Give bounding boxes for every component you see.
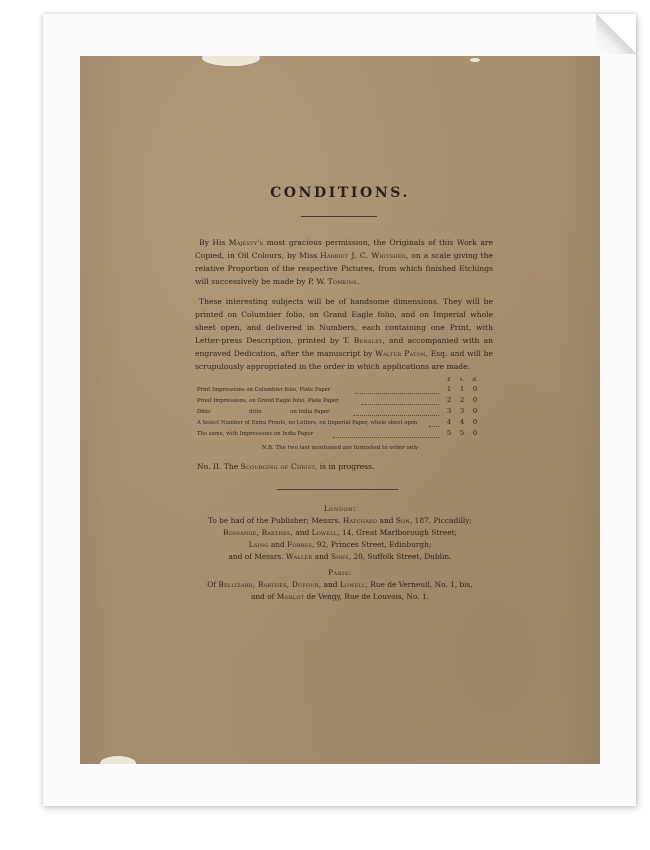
london-line-3: Laing and Forbes, 92, Princes Street, Edinburgh; [248, 540, 432, 549]
price-pence: 0 [472, 407, 478, 415]
page-curl-corner [596, 14, 636, 54]
london-heading: London: [323, 504, 357, 513]
price-shillings: 3 [459, 407, 465, 415]
paris-line-2: and of Morlot de Vengy, Rue de Louvois, No. 1. [250, 592, 430, 601]
price-shillings: 1 [459, 385, 465, 393]
progress-note: No. II. The Scourging of Christ, is in progress. [197, 462, 375, 471]
price-pence: 0 [472, 396, 478, 404]
currency-shilling: s. [459, 377, 465, 383]
leader-dots [333, 436, 439, 438]
price-shillings: 4 [459, 418, 465, 426]
author-name: Walter Paton [375, 348, 426, 358]
nb-note: N.B. The two last mentioned are furnished to order only [261, 445, 419, 451]
document-title: CONDITIONS. [270, 185, 410, 201]
paragraph-permission: By His Majesty's most gracious permission, the Originals of this Work are Copied, in Oil Colours, by Miss Harriet J. C. Whitshed, on a scale giving the relative Proportion of the respective Pictures, from which finished Etchings will successively be made by P. W. Tomkins. [195, 238, 493, 286]
price-pounds: 3 [446, 407, 452, 415]
currency-headers [443, 377, 483, 384]
paris-line-1: Of Bellizard, Barthes, Dufour, and Lowell, Rue de Verneuil, No. 1, bis, [207, 580, 473, 589]
majesty-smallcaps: Majesty's [228, 238, 264, 247]
price-pounds: 2 [446, 396, 452, 404]
engraver-name: Tomkins [327, 276, 357, 286]
section-divider [277, 489, 398, 490]
leader-dots [355, 392, 439, 394]
printer-name: Bensley [353, 335, 383, 345]
price-row [197, 431, 491, 440]
price-shillings: 5 [459, 429, 465, 437]
price-pence: 0 [472, 429, 478, 437]
document-sheet [80, 56, 600, 764]
price-pounds: 1 [446, 385, 452, 393]
price-row [197, 398, 491, 407]
paris-heading: Paris: [328, 568, 352, 577]
price-desc: Proof Impressions, on Grand Eagle folio, Plate Paper [197, 398, 339, 404]
paper-tear [100, 756, 136, 764]
leader-dots [361, 403, 439, 405]
price-row [197, 420, 491, 429]
price-pounds: 5 [446, 429, 452, 437]
artist-name: Harriet J. C. Whitshed [320, 250, 406, 260]
currency-pound: £ [447, 377, 451, 383]
leader-dots [353, 414, 439, 416]
price-pence: 0 [472, 418, 478, 426]
price-desc: Print Impressions on Columbier folio, Plate Paper [197, 387, 331, 393]
price-row [197, 387, 491, 396]
london-line-4: and of Messrs. Waller and Sons, 20, Suffolk Street, Dublin. [228, 552, 452, 561]
currency-pence: d. [472, 377, 478, 383]
price-row [197, 409, 491, 418]
london-line-1: To be had of the Publisher; Messrs. Hatchard and Son, 187, Piccadilly; [208, 516, 472, 525]
london-line-2: Bossange, Barthes, and Lowell, 14, Great Marlborough Street; [222, 528, 458, 537]
price-pence: 0 [472, 385, 478, 393]
work-title: Scourging of Christ [240, 462, 315, 471]
price-shillings: 2 [459, 396, 465, 404]
leader-dots [429, 425, 439, 427]
title-divider [301, 216, 377, 217]
price-pounds: 4 [446, 418, 452, 426]
paper-tear [470, 58, 480, 62]
price-desc: Ditto ditto on India Paper [197, 409, 330, 415]
price-desc: A Select Number of Extra Proofs, no Letters, on Imperial Paper, whole sheet open [197, 420, 418, 426]
paragraph-dimensions: These interesting subjects will be of handsome dimensions. They will be printed on Columbier folio, on Grand Eagle folio, and on Imperial whole sheet open, and delivered in Numbers, each containing one Print, with Letter-press Description, printed by T. Bensley, and accompanied with an engraved Dedication, after the manuscript by Walter Paton, Esq. and will be scrupulously appropriated in the order in which applications are made. [195, 297, 493, 371]
price-desc: The same, with Impressions on India Paper [197, 431, 314, 437]
